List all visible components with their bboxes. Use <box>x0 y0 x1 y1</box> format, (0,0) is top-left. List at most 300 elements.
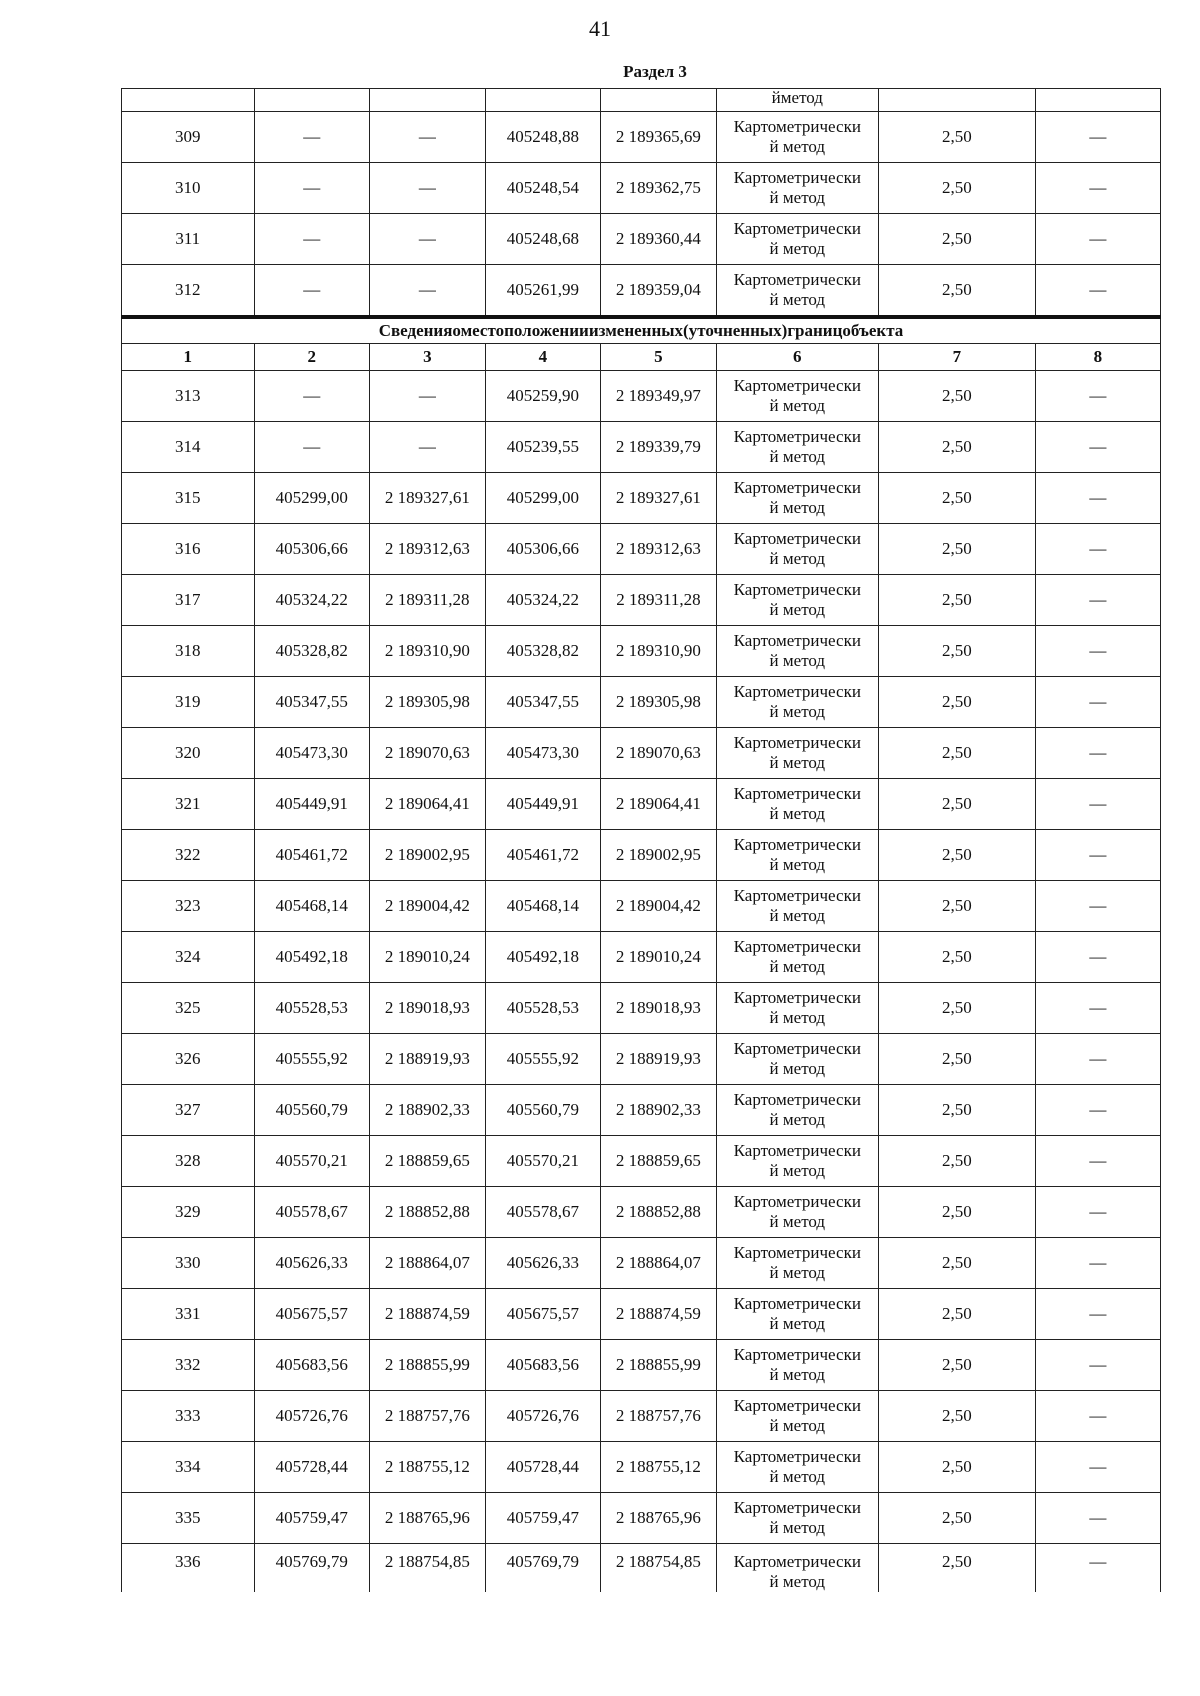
method-line-1: Картометрически <box>733 1447 861 1466</box>
method-line-1: Картометрически <box>733 1396 861 1415</box>
new-y: 2 188852,88 <box>601 1187 717 1238</box>
method-line-2: й метод <box>769 855 826 874</box>
point-number: 334 <box>122 1442 255 1493</box>
method-line-2: й метод <box>769 1110 826 1129</box>
method-line-2: й метод <box>769 957 826 976</box>
old-y: — <box>370 371 486 422</box>
method-line-2: й метод <box>769 600 826 619</box>
method-cell <box>716 932 878 983</box>
point-number: 317 <box>122 575 255 626</box>
method-line-1: Картометрически <box>733 733 861 752</box>
description: — <box>1035 830 1160 881</box>
new-y: 2 189339,79 <box>601 422 717 473</box>
method-cell <box>716 830 878 881</box>
description: — <box>1035 932 1160 983</box>
old-y: 2 189070,63 <box>370 728 486 779</box>
method-line-1: Картометрически <box>733 1090 861 1109</box>
point-number: 335 <box>122 1493 255 1544</box>
old-x: 405449,91 <box>254 779 370 830</box>
table-row <box>122 473 1161 524</box>
description: — <box>1035 1289 1160 1340</box>
old-x: 405626,33 <box>254 1238 370 1289</box>
old-y: — <box>370 112 486 163</box>
new-y: 2 189349,97 <box>601 371 717 422</box>
method-line-1: Картометрически <box>733 784 861 803</box>
new-y: 2 189305,98 <box>601 677 717 728</box>
method-line-1: Картометрически <box>733 117 861 136</box>
new-y: 2 189070,63 <box>601 728 717 779</box>
new-x: 405239,55 <box>485 422 601 473</box>
old-x: — <box>254 214 370 265</box>
new-y: 2 189064,41 <box>601 779 717 830</box>
new-x: 405570,21 <box>485 1136 601 1187</box>
accuracy: 2,50 <box>878 1391 1035 1442</box>
old-y: — <box>370 422 486 473</box>
point-number: 329 <box>122 1187 255 1238</box>
accuracy: 2,50 <box>878 1340 1035 1391</box>
old-y: 2 189311,28 <box>370 575 486 626</box>
method-line-1: Картометрически <box>733 376 861 395</box>
old-y: 2 188852,88 <box>370 1187 486 1238</box>
old-y: — <box>370 265 486 318</box>
table-row <box>122 1136 1161 1187</box>
table-row <box>122 112 1161 163</box>
new-y: 2 189002,95 <box>601 830 717 881</box>
new-x: 405683,56 <box>485 1340 601 1391</box>
accuracy: 2,50 <box>878 1544 1035 1593</box>
method-cell <box>716 779 878 830</box>
new-x: 405555,92 <box>485 1034 601 1085</box>
method-cell <box>716 1238 878 1289</box>
description: — <box>1035 422 1160 473</box>
description: — <box>1035 1034 1160 1085</box>
accuracy: 2,50 <box>878 524 1035 575</box>
accuracy: 2,50 <box>878 677 1035 728</box>
table-row <box>122 779 1161 830</box>
old-x: 405306,66 <box>254 524 370 575</box>
method-cell <box>716 163 878 214</box>
table-row <box>122 1034 1161 1085</box>
accuracy: 2,50 <box>878 214 1035 265</box>
table-row <box>122 881 1161 932</box>
group-title: Сведенияоместоположенииизмененных(уточненных)границобъекта <box>122 317 1161 344</box>
method-line-2: й метод <box>769 1161 826 1180</box>
new-x: 405324,22 <box>485 575 601 626</box>
method-line-2: й метод <box>769 290 826 309</box>
point-number: 309 <box>122 112 255 163</box>
new-y: 2 188754,85 <box>601 1544 717 1593</box>
old-x: — <box>254 265 370 318</box>
new-x: 405528,53 <box>485 983 601 1034</box>
old-x: 405759,47 <box>254 1493 370 1544</box>
old-x: 405728,44 <box>254 1442 370 1493</box>
old-y: 2 189002,95 <box>370 830 486 881</box>
old-x: 405683,56 <box>254 1340 370 1391</box>
table-row <box>122 422 1161 473</box>
point-number: 320 <box>122 728 255 779</box>
method-line-1: Картометрически <box>733 478 861 497</box>
point-number: 331 <box>122 1289 255 1340</box>
old-y: 2 188919,93 <box>370 1034 486 1085</box>
accuracy: 2,50 <box>878 779 1035 830</box>
table-row <box>122 1544 1161 1593</box>
method-cell <box>716 626 878 677</box>
table-row <box>122 677 1161 728</box>
new-x: 405728,44 <box>485 1442 601 1493</box>
old-x: 405299,00 <box>254 473 370 524</box>
method-cell <box>716 473 878 524</box>
accuracy: 2,50 <box>878 983 1035 1034</box>
method-cell <box>716 1187 878 1238</box>
accuracy: 2,50 <box>878 163 1035 214</box>
old-x: 405528,53 <box>254 983 370 1034</box>
old-x: 405347,55 <box>254 677 370 728</box>
column-number-row <box>122 344 1161 371</box>
table-row <box>122 575 1161 626</box>
accuracy: 2,50 <box>878 830 1035 881</box>
old-y: 2 189305,98 <box>370 677 486 728</box>
point-number: 319 <box>122 677 255 728</box>
accuracy: 2,50 <box>878 1442 1035 1493</box>
old-x: — <box>254 371 370 422</box>
section-title: Раздел 3 <box>623 62 687 81</box>
accuracy: 2,50 <box>878 1085 1035 1136</box>
new-x: 405759,47 <box>485 1493 601 1544</box>
point-number: 316 <box>122 524 255 575</box>
method-cell <box>716 728 878 779</box>
old-y: 2 188757,76 <box>370 1391 486 1442</box>
description: — <box>1035 881 1160 932</box>
description: — <box>1035 1442 1160 1493</box>
description: — <box>1035 524 1160 575</box>
table-row <box>122 163 1161 214</box>
method-cell <box>716 677 878 728</box>
table-row <box>122 1442 1161 1493</box>
new-x: 405248,88 <box>485 112 601 163</box>
new-y: 2 189004,42 <box>601 881 717 932</box>
new-x: 405328,82 <box>485 626 601 677</box>
accuracy: 2,50 <box>878 1289 1035 1340</box>
method-line-1: Картометрически <box>733 1498 861 1517</box>
old-y: — <box>370 163 486 214</box>
method-line-1: Картометрически <box>733 682 861 701</box>
old-x: 405570,21 <box>254 1136 370 1187</box>
new-y: 2 188919,93 <box>601 1034 717 1085</box>
point-number: 321 <box>122 779 255 830</box>
description: — <box>1035 1187 1160 1238</box>
new-y: 2 188902,33 <box>601 1085 717 1136</box>
method-cell <box>716 265 878 318</box>
method-line-1: Картометрически <box>733 1243 861 1262</box>
method-line-2: й метод <box>769 1059 826 1078</box>
point-number: 336 <box>122 1544 255 1593</box>
method-line-2: й метод <box>769 549 826 568</box>
method-cell <box>716 214 878 265</box>
new-y: 2 189310,90 <box>601 626 717 677</box>
old-y: 2 188902,33 <box>370 1085 486 1136</box>
description: — <box>1035 626 1160 677</box>
old-x: 405769,79 <box>254 1544 370 1593</box>
description: — <box>1035 371 1160 422</box>
coordinates-table <box>121 88 1161 1592</box>
new-x: 405449,91 <box>485 779 601 830</box>
method-line-2: й метод <box>769 188 826 207</box>
new-x: 405626,33 <box>485 1238 601 1289</box>
old-x: — <box>254 163 370 214</box>
accuracy: 2,50 <box>878 112 1035 163</box>
method-line-1: Картометрически <box>733 1345 861 1364</box>
method-line-2: й метод <box>769 1365 826 1384</box>
method-line-2: й метод <box>769 753 826 772</box>
description: — <box>1035 1085 1160 1136</box>
new-y: 2 188757,76 <box>601 1391 717 1442</box>
old-x: 405578,67 <box>254 1187 370 1238</box>
accuracy: 2,50 <box>878 1493 1035 1544</box>
method-line-2: й метод <box>769 1572 826 1591</box>
method-line-1: Картометрически <box>733 270 861 289</box>
point-number: 322 <box>122 830 255 881</box>
method-line-1: Картометрически <box>733 988 861 1007</box>
table-row <box>122 1391 1161 1442</box>
description: — <box>1035 575 1160 626</box>
description: — <box>1035 1136 1160 1187</box>
old-y: 2 189310,90 <box>370 626 486 677</box>
method-cell <box>716 1391 878 1442</box>
method-line-1: Картометрически <box>733 219 861 238</box>
method-line-2: й метод <box>769 1416 826 1435</box>
method-line-2: й метод <box>769 1263 826 1282</box>
new-y: 2 188855,99 <box>601 1340 717 1391</box>
method-line-2: й метод <box>769 702 826 721</box>
new-x: 405248,54 <box>485 163 601 214</box>
table-row <box>122 983 1161 1034</box>
method-line-2: й метод <box>769 906 826 925</box>
method-line-1: Картометрически <box>733 1552 861 1571</box>
old-x: 405726,76 <box>254 1391 370 1442</box>
new-y: 2 188874,59 <box>601 1289 717 1340</box>
table-row <box>122 932 1161 983</box>
new-x: 405347,55 <box>485 677 601 728</box>
new-y: 2 188755,12 <box>601 1442 717 1493</box>
description: — <box>1035 1493 1160 1544</box>
accuracy: 2,50 <box>878 932 1035 983</box>
old-x: 405468,14 <box>254 881 370 932</box>
table-row <box>122 830 1161 881</box>
description: — <box>1035 473 1160 524</box>
accuracy: 2,50 <box>878 371 1035 422</box>
table-row <box>122 626 1161 677</box>
description: — <box>1035 728 1160 779</box>
point-number: 315 <box>122 473 255 524</box>
method-cell <box>716 1289 878 1340</box>
method-line-2: й метод <box>769 498 826 517</box>
point-number: 311 <box>122 214 255 265</box>
old-y: 2 188754,85 <box>370 1544 486 1593</box>
table-row <box>122 1340 1161 1391</box>
new-y: 2 189359,04 <box>601 265 717 318</box>
old-y: 2 188864,07 <box>370 1238 486 1289</box>
method-line-1: Картометрически <box>733 168 861 187</box>
table-row <box>122 214 1161 265</box>
method-line-1: Картометрически <box>733 580 861 599</box>
method-cell <box>716 1136 878 1187</box>
new-y: 2 189362,75 <box>601 163 717 214</box>
method-line-2: й метод <box>769 1008 826 1027</box>
table-row <box>122 728 1161 779</box>
accuracy: 2,50 <box>878 626 1035 677</box>
point-number: 324 <box>122 932 255 983</box>
old-x: 405492,18 <box>254 932 370 983</box>
new-y: 2 188864,07 <box>601 1238 717 1289</box>
old-x: 405675,57 <box>254 1289 370 1340</box>
method-line-2: й метод <box>769 239 826 258</box>
old-x: 405328,82 <box>254 626 370 677</box>
new-x: 405675,57 <box>485 1289 601 1340</box>
method-line-1: Картометрически <box>733 937 861 956</box>
column-number: 8 <box>1035 344 1160 371</box>
new-y: 2 188765,96 <box>601 1493 717 1544</box>
table-row <box>122 371 1161 422</box>
column-number: 3 <box>370 344 486 371</box>
method-line-2: й метод <box>769 1467 826 1486</box>
point-number: 310 <box>122 163 255 214</box>
new-y: 2 189312,63 <box>601 524 717 575</box>
method-cell <box>716 1544 878 1593</box>
description: — <box>1035 1391 1160 1442</box>
old-x: 405461,72 <box>254 830 370 881</box>
accuracy: 2,50 <box>878 1034 1035 1085</box>
method-cell <box>716 1034 878 1085</box>
description: — <box>1035 779 1160 830</box>
point-number: 323 <box>122 881 255 932</box>
column-number: 6 <box>716 344 878 371</box>
method-cell <box>716 524 878 575</box>
column-number: 5 <box>601 344 717 371</box>
description: — <box>1035 1340 1160 1391</box>
column-number: 2 <box>254 344 370 371</box>
method-cell <box>716 422 878 473</box>
method-line-1: Картометрически <box>733 1039 861 1058</box>
accuracy: 2,50 <box>878 265 1035 318</box>
method-line-2: й метод <box>769 1314 826 1333</box>
method-line-1: Картометрически <box>733 886 861 905</box>
old-x: 405560,79 <box>254 1085 370 1136</box>
method-line-1: Картометрически <box>733 427 861 446</box>
method-cell <box>716 1442 878 1493</box>
description: — <box>1035 677 1160 728</box>
table-row <box>122 265 1161 318</box>
point-number: 330 <box>122 1238 255 1289</box>
method-line-1: Картометрически <box>733 1141 861 1160</box>
point-number: 327 <box>122 1085 255 1136</box>
old-y: 2 188859,65 <box>370 1136 486 1187</box>
old-y: 2 189018,93 <box>370 983 486 1034</box>
table-row <box>122 1493 1161 1544</box>
accuracy: 2,50 <box>878 1238 1035 1289</box>
table-body <box>122 89 1161 1593</box>
table-row <box>122 524 1161 575</box>
method-line-2: й метод <box>769 1518 826 1537</box>
point-number: 328 <box>122 1136 255 1187</box>
method-tail: йметод <box>716 89 878 112</box>
point-number: 318 <box>122 626 255 677</box>
point-number: 332 <box>122 1340 255 1391</box>
old-x: 405324,22 <box>254 575 370 626</box>
old-x: 405555,92 <box>254 1034 370 1085</box>
table-row <box>122 1085 1161 1136</box>
new-x: 405726,76 <box>485 1391 601 1442</box>
method-line-1: Картометрически <box>733 835 861 854</box>
description: — <box>1035 163 1160 214</box>
new-x: 405468,14 <box>485 881 601 932</box>
point-number: 313 <box>122 371 255 422</box>
description: — <box>1035 1238 1160 1289</box>
accuracy: 2,50 <box>878 473 1035 524</box>
new-x: 405248,68 <box>485 214 601 265</box>
table-row-cut <box>122 89 1161 112</box>
method-line-1: Картометрически <box>733 1192 861 1211</box>
new-y: 2 189327,61 <box>601 473 717 524</box>
method-line-1: Картометрически <box>733 1294 861 1313</box>
page-number: 41 <box>589 16 611 41</box>
column-number: 7 <box>878 344 1035 371</box>
method-line-2: й метод <box>769 804 826 823</box>
new-y: 2 189360,44 <box>601 214 717 265</box>
table-row <box>122 1187 1161 1238</box>
old-y: 2 189327,61 <box>370 473 486 524</box>
old-y: 2 189010,24 <box>370 932 486 983</box>
point-number: 312 <box>122 265 255 318</box>
new-x: 405299,00 <box>485 473 601 524</box>
old-y: 2 188755,12 <box>370 1442 486 1493</box>
old-y: 2 189312,63 <box>370 524 486 575</box>
description: — <box>1035 983 1160 1034</box>
new-x: 405769,79 <box>485 1544 601 1593</box>
old-x: — <box>254 422 370 473</box>
method-cell <box>716 983 878 1034</box>
new-x: 405306,66 <box>485 524 601 575</box>
new-x: 405461,72 <box>485 830 601 881</box>
accuracy: 2,50 <box>878 728 1035 779</box>
old-y: — <box>370 214 486 265</box>
method-line-2: й метод <box>769 651 826 670</box>
column-number: 1 <box>122 344 255 371</box>
new-y: 2 189010,24 <box>601 932 717 983</box>
group-header-row <box>122 317 1161 344</box>
method-cell <box>716 1340 878 1391</box>
new-y: 2 188859,65 <box>601 1136 717 1187</box>
method-cell <box>716 371 878 422</box>
old-x: 405473,30 <box>254 728 370 779</box>
new-x: 405560,79 <box>485 1085 601 1136</box>
table-row <box>122 1238 1161 1289</box>
accuracy: 2,50 <box>878 1187 1035 1238</box>
old-y: 2 188765,96 <box>370 1493 486 1544</box>
column-number: 4 <box>485 344 601 371</box>
table-row <box>122 1289 1161 1340</box>
new-x: 405492,18 <box>485 932 601 983</box>
point-number: 333 <box>122 1391 255 1442</box>
method-line-2: й метод <box>769 447 826 466</box>
description: — <box>1035 214 1160 265</box>
new-x: 405261,99 <box>485 265 601 318</box>
old-y: 2 188855,99 <box>370 1340 486 1391</box>
description: — <box>1035 112 1160 163</box>
accuracy: 2,50 <box>878 881 1035 932</box>
old-y: 2 189004,42 <box>370 881 486 932</box>
method-cell <box>716 112 878 163</box>
point-number: 326 <box>122 1034 255 1085</box>
